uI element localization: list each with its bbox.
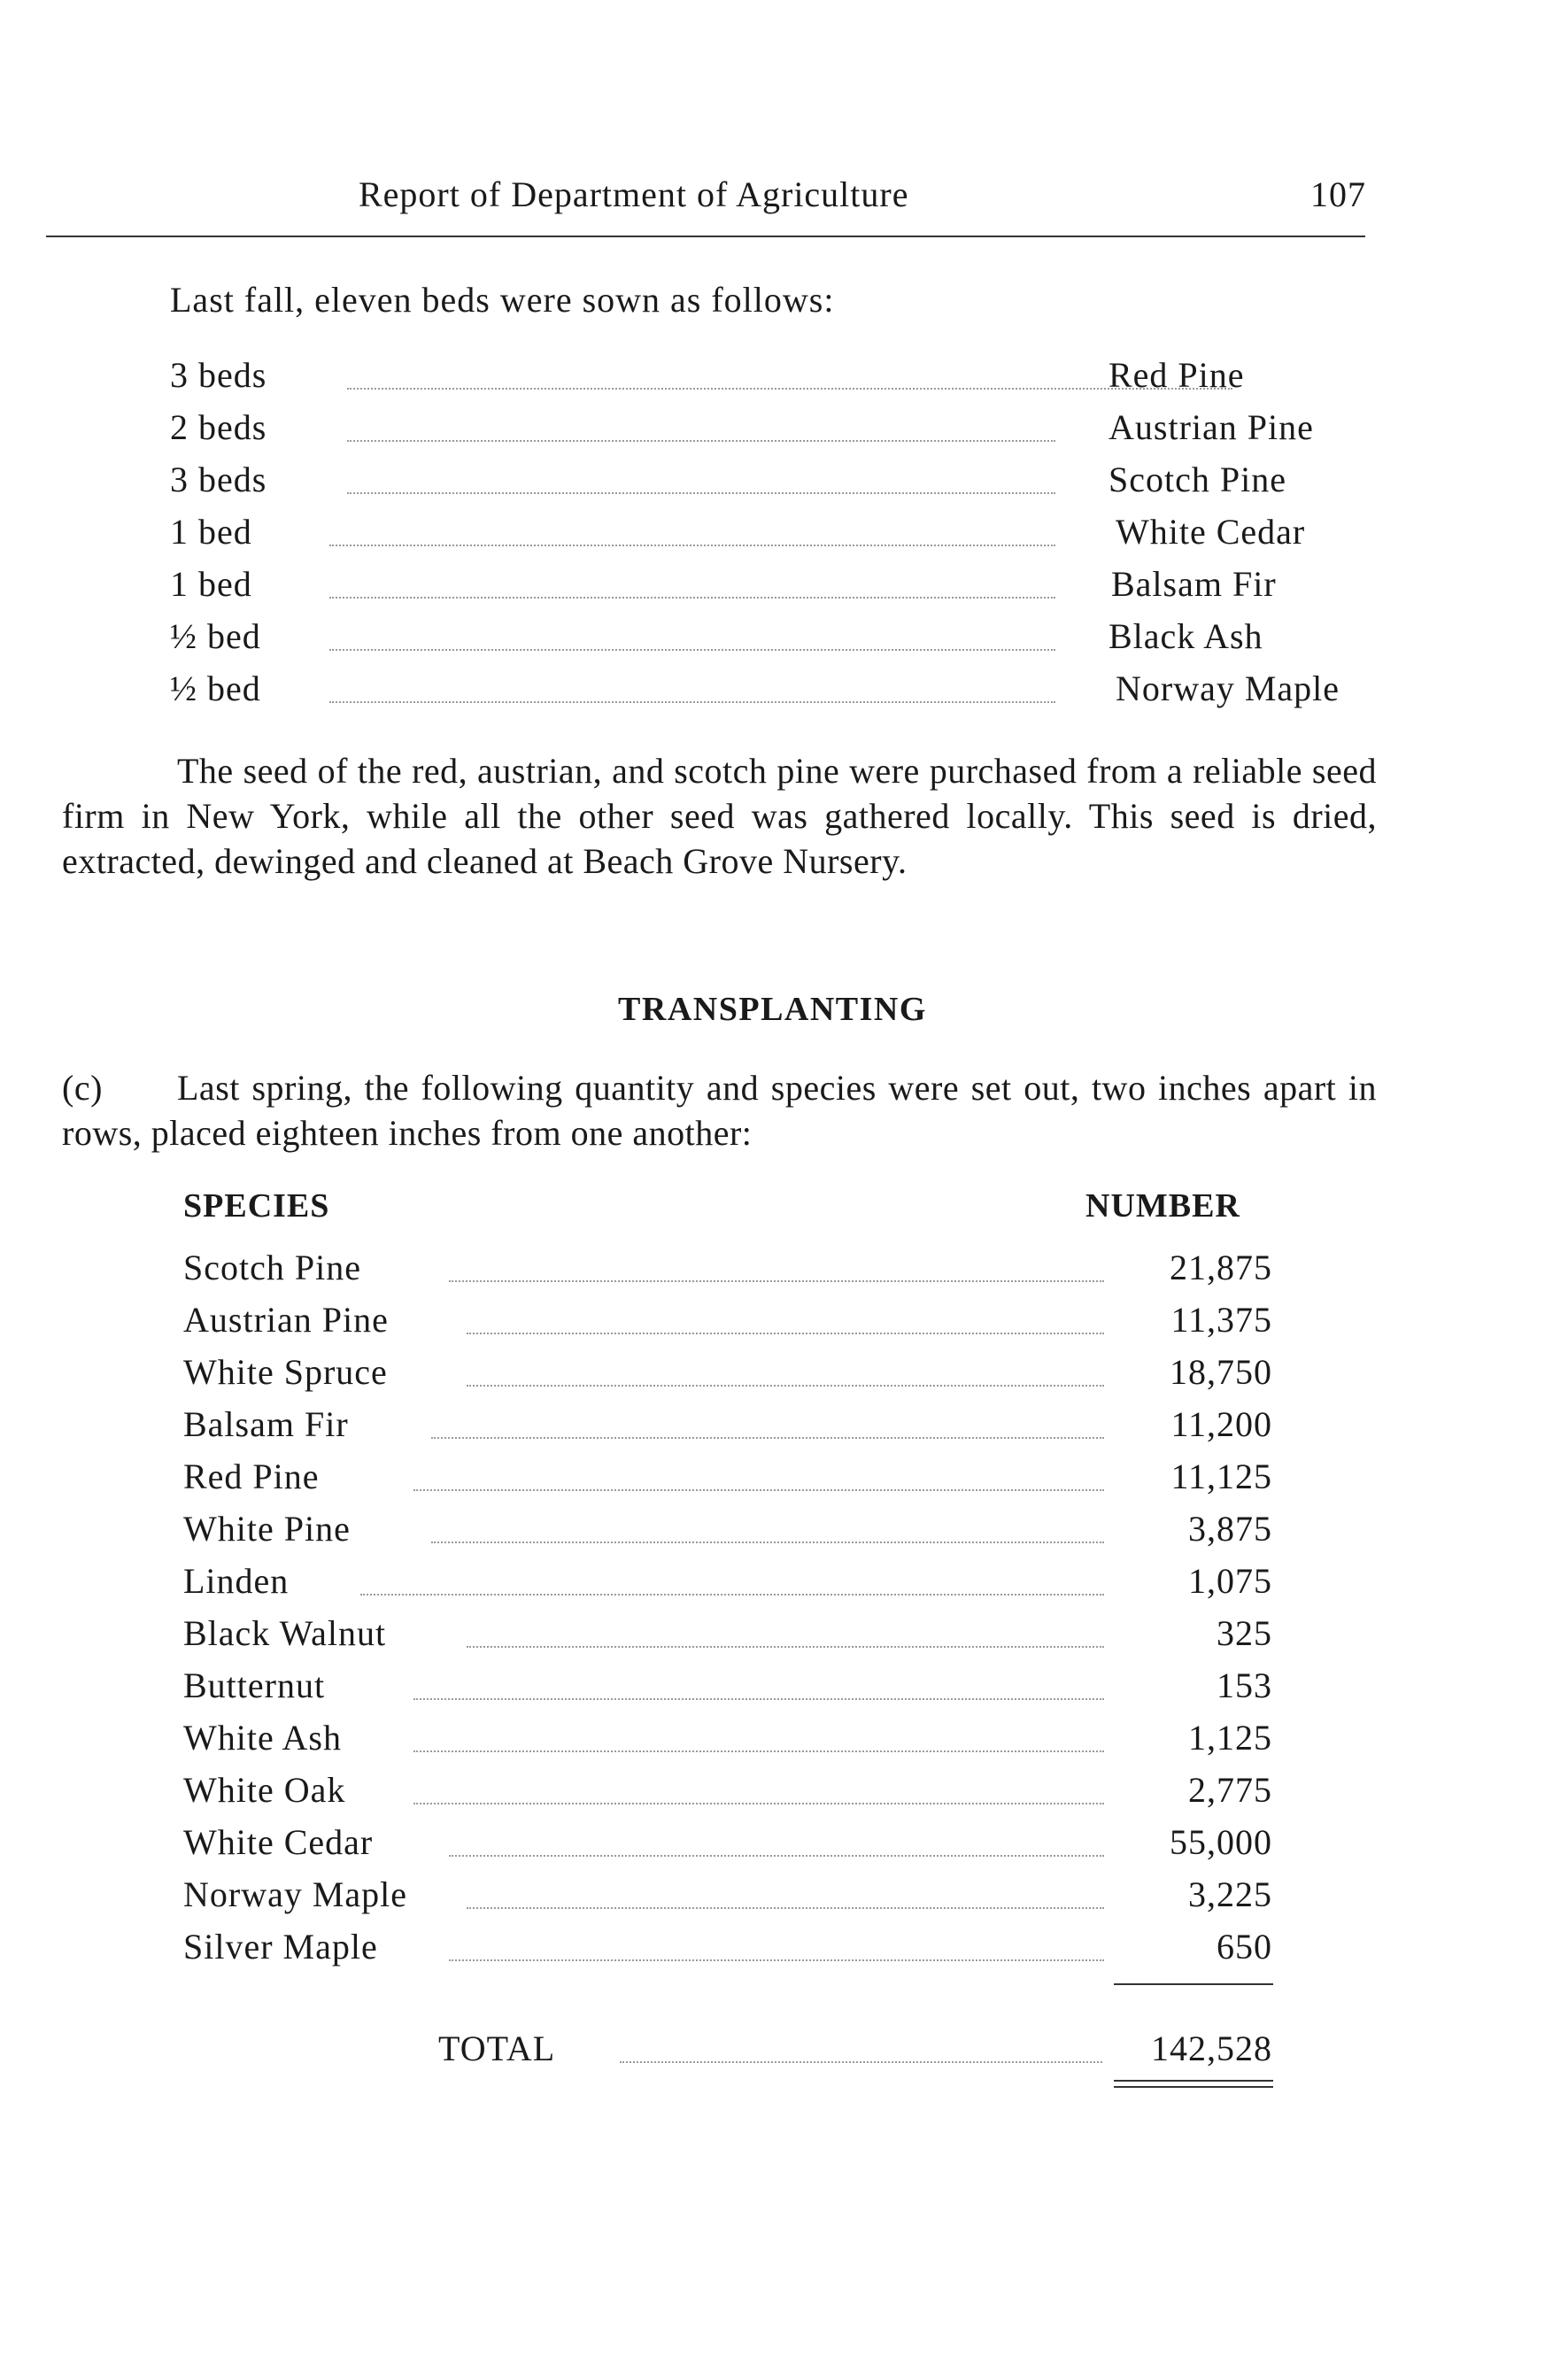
table-row: [183, 1247, 1272, 1291]
leader-dots: [467, 1646, 1104, 1648]
leader-dots: [347, 440, 1055, 442]
sowing-row: [170, 668, 1365, 712]
sown-species: Balsam Fir: [1111, 564, 1277, 604]
leader-dots: [449, 1959, 1104, 1961]
sowing-row: [170, 615, 1365, 660]
leader-dots: [347, 388, 1232, 390]
species-name: Red Pine: [183, 1457, 320, 1496]
species-count: 3,875: [1188, 1509, 1272, 1549]
total-label: TOTAL: [438, 2028, 556, 2068]
number-column-header: NUMBER: [1085, 1187, 1240, 1225]
leader-dots: [360, 1594, 1104, 1596]
section-heading: TRANSPLANTING: [618, 991, 927, 1028]
leader-dots: [329, 597, 1055, 599]
paragraph-body: Last spring, the following quantity and species were set out, two inches apart in rows, placed eighteen inches from one another:: [62, 1068, 1377, 1153]
sowing-row: [170, 459, 1365, 503]
species-name: Austrian Pine: [183, 1300, 389, 1340]
species-name: Balsam Fir: [183, 1404, 349, 1444]
leader-dots: [413, 1803, 1104, 1804]
species-name: White Oak: [183, 1770, 346, 1810]
table-row: [183, 1403, 1272, 1448]
bed-quantity: ½ bed: [170, 616, 261, 656]
header-rule: [46, 236, 1365, 237]
table-row: [183, 1612, 1272, 1657]
total-row: [438, 2028, 1272, 2072]
sown-species: Scotch Pine: [1109, 460, 1286, 499]
species-name: White Cedar: [183, 1822, 374, 1862]
species-name: Black Walnut: [183, 1613, 387, 1653]
species-count: 1,075: [1188, 1561, 1272, 1601]
table-row: [183, 1874, 1272, 1918]
leader-dots: [431, 1437, 1104, 1439]
sown-species: Austrian Pine: [1109, 407, 1314, 447]
intro-line: Last fall, eleven beds were sown as follows:: [170, 280, 835, 320]
species-count: 153: [1217, 1665, 1272, 1705]
leader-dots: [467, 1385, 1104, 1387]
leader-dots: [467, 1333, 1104, 1334]
leader-dots: [467, 1907, 1104, 1909]
leader-dots: [329, 649, 1055, 651]
seed-source-paragraph: [62, 748, 1377, 884]
species-count: 11,200: [1170, 1404, 1272, 1444]
species-name: Butternut: [183, 1665, 326, 1705]
leader-dots: [620, 2061, 1102, 2063]
table-row: [183, 1665, 1272, 1709]
paragraph-text: [62, 1065, 1377, 1155]
species-count: 11,375: [1170, 1300, 1272, 1340]
species-name: Norway Maple: [183, 1874, 408, 1914]
table-row: [183, 1456, 1272, 1500]
table-row: [183, 1821, 1272, 1866]
species-count: 3,225: [1188, 1874, 1272, 1914]
total-value: 142,528: [1151, 2028, 1272, 2068]
total-double-rule-bottom: [1114, 2086, 1273, 2088]
species-count: 650: [1217, 1927, 1272, 1967]
leader-dots: [413, 1750, 1104, 1752]
leader-dots: [329, 545, 1055, 546]
leader-dots: [329, 701, 1055, 703]
item-label: (c): [62, 1068, 103, 1108]
bed-quantity: ½ bed: [170, 668, 261, 708]
species-count: 11,125: [1170, 1457, 1272, 1496]
bed-quantity: 1 bed: [170, 512, 252, 552]
species-name: Silver Maple: [183, 1927, 378, 1967]
paragraph-text: The seed of the red, austrian, and scotch pine were purchased from a reliable seed firm in New York, while all the other seed was gathered locally. This seed is dried, extracted, dewinged and cleaned at Beach Grove Nursery.: [62, 751, 1377, 881]
sown-species: White Cedar: [1116, 512, 1306, 552]
bed-quantity: 2 beds: [170, 407, 267, 447]
species-name: White Ash: [183, 1718, 342, 1758]
leader-dots: [449, 1280, 1104, 1282]
species-count: 325: [1217, 1613, 1272, 1653]
transplanting-paragraph: [62, 1065, 1377, 1155]
page-header-title: Report of Department of Agriculture: [359, 174, 909, 214]
leader-dots: [347, 492, 1055, 494]
table-row: [183, 1351, 1272, 1395]
sown-species: Norway Maple: [1116, 668, 1340, 708]
leader-dots: [413, 1698, 1104, 1700]
species-name: White Pine: [183, 1509, 351, 1549]
table-row: [183, 1769, 1272, 1813]
leader-dots: [431, 1542, 1104, 1543]
sum-rule: [1114, 1983, 1273, 1985]
table-row: [183, 1926, 1272, 1970]
bed-quantity: 1 bed: [170, 564, 252, 604]
leader-dots: [413, 1489, 1104, 1491]
species-count: 18,750: [1170, 1352, 1272, 1392]
sowing-row: [170, 511, 1365, 555]
sown-species: Black Ash: [1109, 616, 1263, 656]
species-count: 55,000: [1170, 1822, 1272, 1862]
species-name: Scotch Pine: [183, 1248, 361, 1287]
sowing-row: [170, 406, 1365, 451]
species-count: 1,125: [1188, 1718, 1272, 1758]
table-row: [183, 1560, 1272, 1604]
species-name: Linden: [183, 1561, 290, 1601]
species-column-header: SPECIES: [183, 1187, 330, 1225]
bed-quantity: 3 beds: [170, 460, 267, 499]
table-row: [183, 1299, 1272, 1343]
table-row: [183, 1508, 1272, 1552]
page-number: 107: [1310, 174, 1366, 214]
table-row: [183, 1717, 1272, 1761]
sown-species: Red Pine: [1109, 355, 1245, 395]
sowing-row: [170, 563, 1365, 607]
total-double-rule-top: [1114, 2080, 1273, 2082]
leader-dots: [449, 1855, 1104, 1857]
bed-quantity: 3 beds: [170, 355, 267, 395]
species-name: White Spruce: [183, 1352, 388, 1392]
species-count: 2,775: [1188, 1770, 1272, 1810]
species-count: 21,875: [1170, 1248, 1272, 1287]
sowing-row: [170, 354, 1365, 398]
